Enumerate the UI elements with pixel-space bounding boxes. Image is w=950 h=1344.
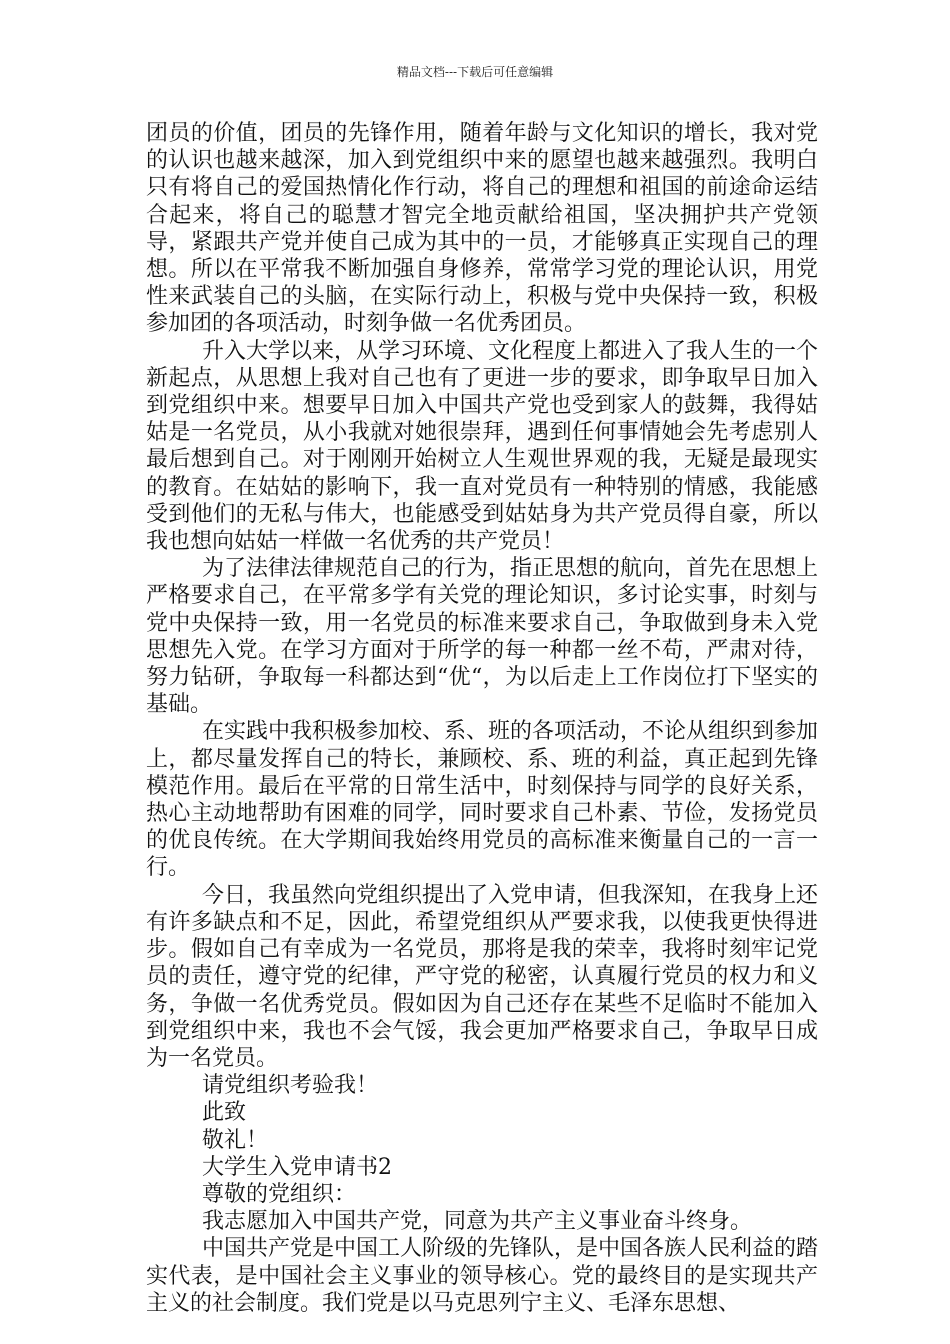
paragraph-3: 为了法律法律规范自己的行为，指正思想的航向，首先在思想上严格要求自己，在平常多学有关党的理论知识，多讨论实事，时刻与党中央保持一致，用一名党员的标准来要求自己，争取做到身未入党思想先入党。在学习方面对于所学的每一种都一丝不苟，严肃对待，努力钻研，争取每一科都达到“优“，为以后走上工作岗位打下坚实的基础。 — [146, 556, 819, 718]
page-header: 精品文档---下载后可任意编辑 — [396, 65, 554, 79]
paragraph-6: 我志愿加入中国共产党，同意为共产主义事业奋斗终身。 — [202, 1209, 753, 1235]
paragraph-1: 团员的价值，团员的先锋作用，随着年龄与文化知识的增长，我对党的认识也越来越深，加入到党组织中来的愿望也越来越强烈。我明白只有将自己的爱国热情化作行动，将自己的理想和祖国的前途命运结合起来，将自己的聪慧才智完全地贡献给祖国，坚决拥护共产党领导，紧跟共产党并使自己成为其中的一员，才能够真正实现自己的理想。所以在平常我不断加强自身修养，常常学习党的理论认识，用党性来武装自己的头脑，在实际行动上，积极与党中央保持一致，积极参加团的各项活动，时刻争做一名优秀团员。 — [146, 121, 818, 337]
paragraph-2: 升入大学以来，从学习环境、文化程度上都进入了我人生的一个新起点，从思想上我对自己也有了更进一步的要求，即争取早日加入到党组织中来。想要早日加入中国共产党也受到家人的鼓舞，我得姑姑是一名党员，从小我就对她很崇拜，遇到任何事情她会先考虑别人最后想到自己。对于刚刚开始树立人生观世界观的我，无疑是最现实的教育。在姑姑的影响下，我一直对党员有一种特别的情感，我能感受到他们的无私与伟大，也能感受到姑姑身为共产党员得自豪，所以我也想向姑姑一样做一名优秀的共产党员！ — [146, 338, 819, 555]
letter-greeting: 尊敬的党组织： — [202, 1181, 357, 1207]
paragraph-5: 今日，我虽然向党组织提出了入党申请，但我深知，在我身上还有许多缺点和不足，因此，希望党组织从严要求我，以使我更快得进步。假如自己有幸成为一名党员，那将是我的荣幸，我将时刻牢记党员的责任，遵守党的纪律，严守党的秘密，认真履行党员的权力和义务，争做一名优秀党员。假如因为自己还存在某些不足临时不能加入到党组织中来，我也不会气馁，我会更加严格要求自己，争取早日成为一名党员。 — [146, 882, 819, 1071]
paragraph-7: 中国共产党是中国工人阶级的先锋队，是中国各族人民利益的踏实代表，是中国社会主义事业的领导核心。党的最终目的是实现共产主义的社会制度。我们党是以马克思列宁主义、毛泽东思想、 — [146, 1236, 819, 1316]
closing-salutation: 此致 — [202, 1100, 247, 1126]
section-title: 大学生入党申请书2 — [202, 1154, 392, 1180]
document-body — [146, 120, 818, 1317]
closing-respect: 敬礼！ — [202, 1127, 269, 1153]
paragraph-4: 在实践中我积极参加校、系、班的各项活动，不论从组织到参加上，都尽量发挥自己的特长，兼顾校、系、班的利益，真正起到先锋模范作用。最后在平常的日常生活中，时刻保持与同学的良好关系，热心主动地帮助有困难的同学，同时要求自己朴素、节俭，发扬党员的优良传统。在大学期间我始终用党员的高标准来衡量自己的一言一行。 — [146, 719, 819, 881]
closing-request: 请党组织考验我！ — [202, 1073, 379, 1099]
